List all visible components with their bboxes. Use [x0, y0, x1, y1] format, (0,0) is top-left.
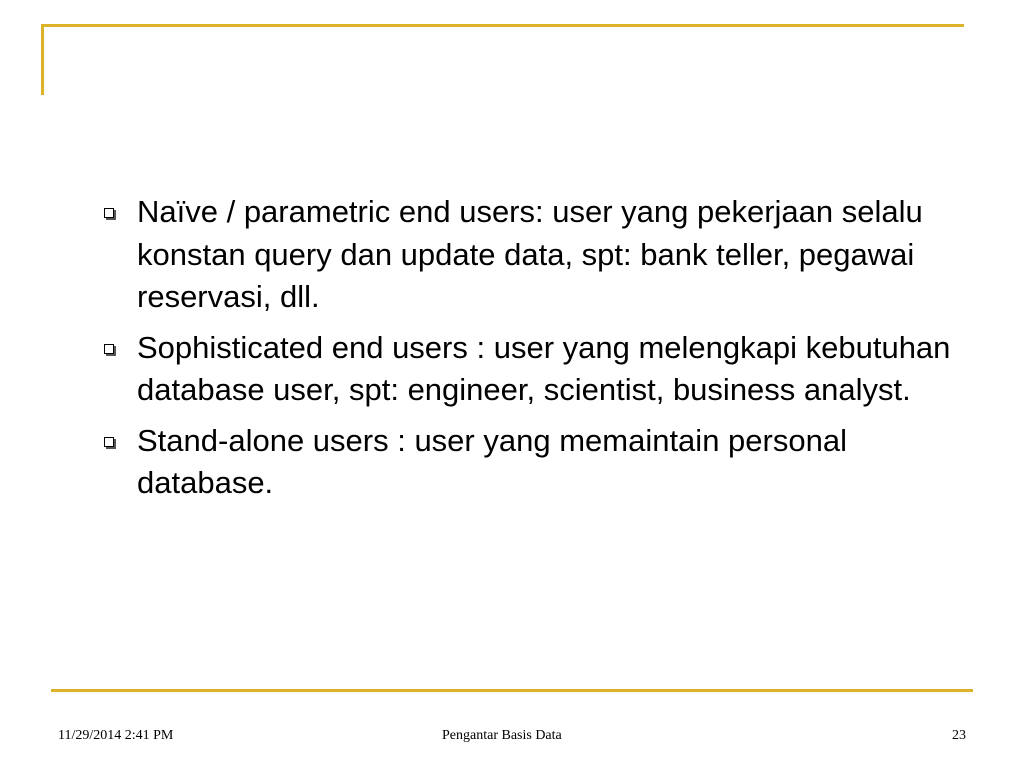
footer-title: Pengantar Basis Data — [442, 728, 562, 743]
bullet-item — [100, 420, 980, 505]
bullet-item — [100, 327, 980, 412]
bullet-text: Sophisticated end users : user yang melengkapi kebutuhan database user, spt: engineer, scientist, business analyst. — [137, 329, 951, 407]
hollow-square-bullet-icon — [104, 437, 114, 447]
footer-date: 11/29/2014 2:41 PM — [58, 728, 174, 743]
footer-divider — [51, 689, 973, 692]
bullet-text: Naïve / parametric end users: user yang pekerjaan selalu konstan query dan update data, spt: bank teller, pegawai reservasi, dll. — [137, 194, 923, 314]
bullet-item — [100, 191, 980, 319]
hollow-square-bullet-icon — [104, 344, 114, 354]
left-decorative-rule — [41, 24, 44, 95]
footer-page-number: 23 — [952, 728, 966, 743]
top-decorative-rule — [41, 24, 964, 27]
bullet-text: Stand-alone users : user yang memaintain personal database. — [137, 422, 847, 500]
hollow-square-bullet-icon — [104, 208, 114, 218]
bullet-list — [100, 191, 980, 513]
